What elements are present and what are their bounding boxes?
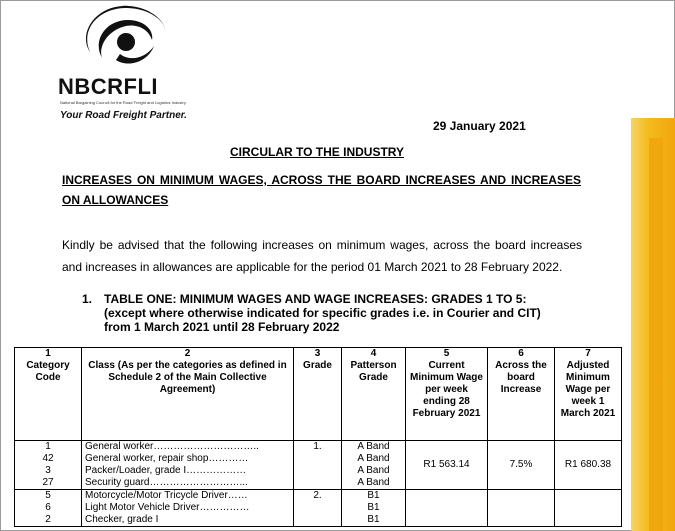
document-date: 29 January 2021: [433, 119, 526, 133]
nbcrfli-logo: [58, 4, 198, 122]
table-row: [15, 490, 622, 527]
swirl-logo-icon: [80, 4, 172, 70]
logo-subtitle: National Bargaining Council for the Road Freight and Logistics Industry: [60, 100, 186, 105]
class-cell: Motorcycle/Motor Tricycle Driver…… Light Motor Vehicle Driver…………… Checker, grade I: [82, 490, 294, 527]
adjusted-wage-cell: R1 680.38: [555, 441, 622, 490]
document-heading: INCREASES ON MINIMUM WAGES, ACROSS THE BOARD INCREASES AND INCREASES ON ALLOWANCES: [62, 173, 581, 207]
header-class: 2 Class (As per the categories as defined in Schedule 2 of the Main Collective Agreement): [82, 348, 294, 441]
grade-cell: 1.: [294, 441, 342, 490]
table-title-line-1: TABLE ONE: MINIMUM WAGES AND WAGE INCREASES: GRADES 1 TO 5:: [104, 292, 527, 306]
current-wage-cell: R1 563.14: [406, 441, 488, 490]
side-decoration: [631, 118, 675, 531]
table-row: [15, 441, 622, 490]
increase-cell: 7.5%: [488, 441, 555, 490]
table-title-line-2: (except where otherwise indicated for specific grades i.e. in Courier and CIT): [104, 306, 541, 320]
header-current-wage: 5 Current Minimum Wage per week ending 28 February 2021: [406, 348, 488, 441]
logo-tagline: Your Road Freight Partner.: [60, 110, 187, 121]
table-title: [82, 292, 582, 334]
table-header-row: [15, 348, 622, 441]
wages-table: [14, 347, 622, 527]
intro-paragraph: Kindly be advised that the following increases on minimum wages, across the board increases and increases in allowances are applicable for the period 01 March 2021 to 28 February 2022.: [62, 238, 582, 274]
current-wage-cell: [406, 490, 488, 527]
increase-cell: [488, 490, 555, 527]
category-codes-cell: 5 6 2: [15, 490, 82, 527]
class-cell: General worker………………………….. General worker, repair shop………… Packer/Loader, grade I……………… Security guard………………………...: [82, 441, 294, 490]
circular-title: CIRCULAR TO THE INDUSTRY: [230, 145, 404, 159]
header-across-board: 6 Across the board Increase: [488, 348, 555, 441]
table-title-line-3: from 1 March 2021 until 28 February 2022: [104, 320, 340, 334]
table-number: 1.: [82, 292, 93, 306]
header-adjusted-wage: 7 Adjusted Minimum Wage per week 1 March 2021: [555, 348, 622, 441]
adjusted-wage-cell: [555, 490, 622, 527]
header-patterson-grade: 4 Patterson Grade: [342, 348, 406, 441]
patterson-cell: B1 B1 B1: [342, 490, 406, 527]
grade-cell: 2.: [294, 490, 342, 527]
header-grade: 3 Grade: [294, 348, 342, 441]
patterson-cell: A Band A Band A Band A Band: [342, 441, 406, 490]
logo-name: NBCRFLI: [58, 74, 159, 99]
header-category-code: 1 Category Code: [15, 348, 82, 441]
category-codes-cell: 1 42 3 27: [15, 441, 82, 490]
